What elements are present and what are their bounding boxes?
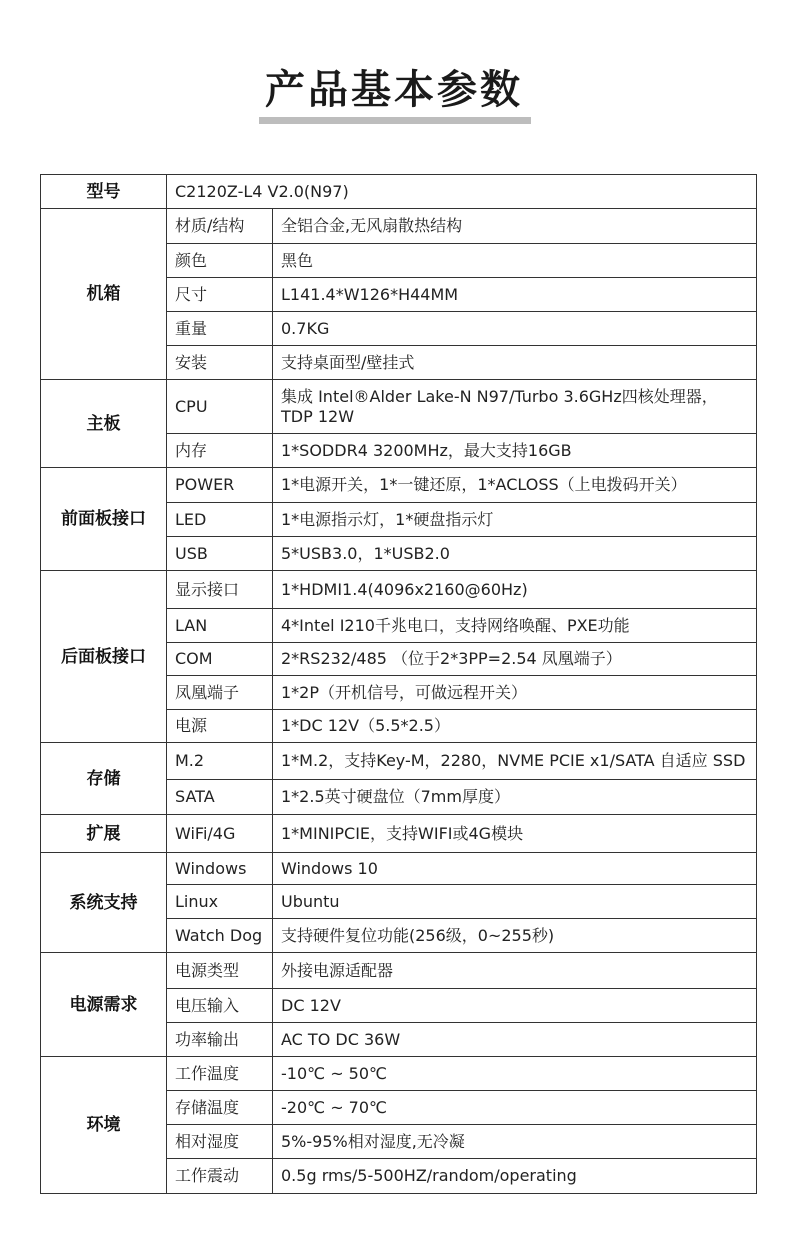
- spec-key: 颜色: [167, 244, 273, 278]
- table-row: [41, 380, 757, 434]
- spec-value: 1*DC 12V（5.5*2.5）: [273, 710, 757, 743]
- spec-key: 功率输出: [167, 1023, 273, 1057]
- table-row: [41, 743, 757, 780]
- spec-key: 安装: [167, 346, 273, 380]
- spec-key: WiFi/4G: [167, 815, 273, 853]
- category-label: 存储: [41, 743, 167, 815]
- table-row: [41, 1057, 757, 1091]
- spec-value: DC 12V: [273, 989, 757, 1023]
- spec-value: 1*电源开关，1*一键还原，1*ACLOSS（上电拨码开关）: [273, 468, 757, 503]
- category-label: 环境: [41, 1057, 167, 1194]
- spec-key: 尺寸: [167, 278, 273, 312]
- spec-key: Watch Dog: [167, 919, 273, 953]
- spec-value: 外接电源适配器: [273, 953, 757, 989]
- spec-value: 集成 Intel®Alder Lake-N N97/Turbo 3.6GHz四核处理器，TDP 12W: [273, 380, 757, 434]
- spec-key: 相对湿度: [167, 1125, 273, 1159]
- model-value: C2120Z-L4 V2.0(N97): [167, 175, 757, 209]
- spec-value: 5*USB3.0，1*USB2.0: [273, 537, 757, 571]
- spec-value: 支持桌面型/壁挂式: [273, 346, 757, 380]
- spec-key: 工作温度: [167, 1057, 273, 1091]
- spec-value: 1*2P（开机信号，可做远程开关）: [273, 676, 757, 710]
- spec-value: L141.4*W126*H44MM: [273, 278, 757, 312]
- spec-value: Windows 10: [273, 853, 757, 885]
- spec-value: 支持硬件复位功能(256级，0~255秒): [273, 919, 757, 953]
- category-label: 后面板接口: [41, 571, 167, 743]
- spec-value: 0.5g rms/5-500HZ/random/operating: [273, 1159, 757, 1194]
- category-label: 扩展: [41, 815, 167, 853]
- spec-key: 电源类型: [167, 953, 273, 989]
- spec-value: -10℃ ~ 50℃: [273, 1057, 757, 1091]
- category-label: 机箱: [41, 209, 167, 380]
- table-row: [41, 209, 757, 244]
- spec-key: 凤凰端子: [167, 676, 273, 710]
- spec-value: 全铝合金,无风扇散热结构: [273, 209, 757, 244]
- title-underline: [259, 117, 531, 124]
- spec-key: 材质/结构: [167, 209, 273, 244]
- spec-key: 电源: [167, 710, 273, 743]
- spec-key: LAN: [167, 609, 273, 643]
- category-label: 系统支持: [41, 853, 167, 953]
- spec-key: LED: [167, 503, 273, 537]
- spec-table-body: [41, 175, 757, 1194]
- page-title: 产品基本参数: [265, 67, 523, 113]
- spec-key: USB: [167, 537, 273, 571]
- spec-key: 电压输入: [167, 989, 273, 1023]
- spec-table: [40, 174, 757, 1194]
- spec-value: AC TO DC 36W: [273, 1023, 757, 1057]
- spec-key: 存储温度: [167, 1091, 273, 1125]
- spec-key: 显示接口: [167, 571, 273, 609]
- model-label: 型号: [41, 175, 167, 209]
- spec-key: Linux: [167, 885, 273, 919]
- spec-value: 1*HDMI1.4(4096x2160@60Hz): [273, 571, 757, 609]
- spec-value: 4*Intel I210千兆电口，支持网络唤醒、PXE功能: [273, 609, 757, 643]
- spec-key: M.2: [167, 743, 273, 780]
- category-label: 前面板接口: [41, 468, 167, 571]
- spec-value: 5%-95%相对湿度,无冷凝: [273, 1125, 757, 1159]
- table-row: [41, 815, 757, 853]
- spec-value: 黑色: [273, 244, 757, 278]
- spec-value: 1*SODDR4 3200MHz，最大支持16GB: [273, 434, 757, 468]
- spec-key: 内存: [167, 434, 273, 468]
- spec-value: 1*MINIPCIE，支持WIFI或4G模块: [273, 815, 757, 853]
- spec-value: -20℃ ~ 70℃: [273, 1091, 757, 1125]
- table-row: [41, 468, 757, 503]
- spec-value: 2*RS232/485 （位于2*3PP=2.54 凤凰端子）: [273, 643, 757, 676]
- table-row: [41, 571, 757, 609]
- table-row-model: [41, 175, 757, 209]
- spec-value: 1*M.2，支持Key-M，2280，NVME PCIE x1/SATA 自适应 SSD: [273, 743, 757, 780]
- spec-key: 工作震动: [167, 1159, 273, 1194]
- table-row: [41, 853, 757, 885]
- spec-key: POWER: [167, 468, 273, 503]
- spec-key: Windows: [167, 853, 273, 885]
- spec-value: 1*电源指示灯，1*硬盘指示灯: [273, 503, 757, 537]
- spec-value: 1*2.5英寸硬盘位（7mm厚度）: [273, 780, 757, 815]
- category-label: 主板: [41, 380, 167, 468]
- spec-key: COM: [167, 643, 273, 676]
- category-label: 电源需求: [41, 953, 167, 1057]
- spec-value: 0.7KG: [273, 312, 757, 346]
- spec-key: SATA: [167, 780, 273, 815]
- spec-key: CPU: [167, 380, 273, 434]
- spec-key: 重量: [167, 312, 273, 346]
- table-row: [41, 953, 757, 989]
- spec-value: Ubuntu: [273, 885, 757, 919]
